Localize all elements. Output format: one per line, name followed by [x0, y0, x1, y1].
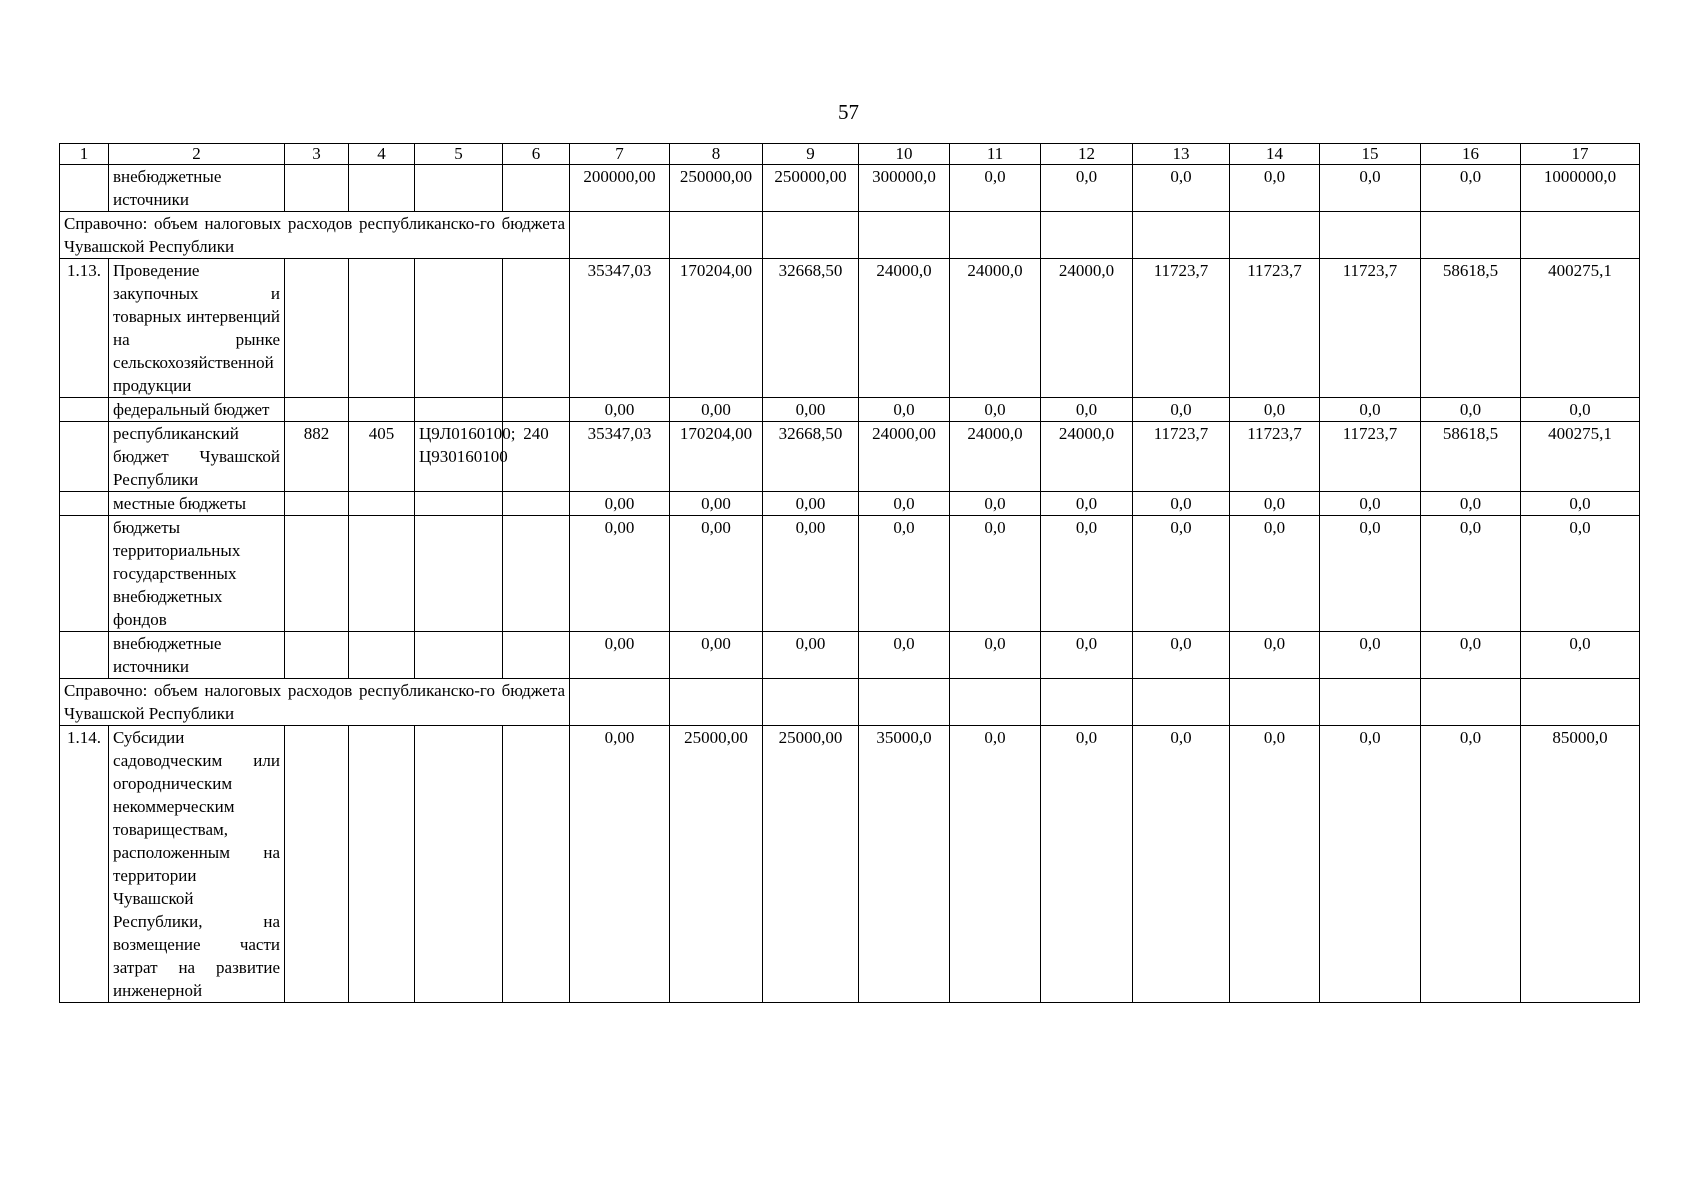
value-cell: 0,0	[859, 632, 950, 679]
value-cell: 11723,7	[1133, 422, 1230, 492]
column-header: 14	[1230, 144, 1320, 165]
value-cell: 24000,0	[1041, 422, 1133, 492]
item-name-cell: местные бюджеты	[109, 492, 285, 516]
value-cell: 24000,0	[1041, 259, 1133, 398]
value-cell: 24000,0	[859, 259, 950, 398]
code-cell	[349, 492, 415, 516]
value-cell: 35000,0	[859, 726, 950, 1003]
column-header: 13	[1133, 144, 1230, 165]
value-cell: 25000,00	[763, 726, 859, 1003]
value-cell: 1000000,0	[1521, 165, 1640, 212]
value-cell: 58618,5	[1421, 259, 1521, 398]
empty-cell	[1133, 212, 1230, 259]
value-cell: 0,0	[1320, 492, 1421, 516]
reference-note: Справочно: объем налоговых расходов республиканско-го бюджета Чувашской Республики	[60, 212, 570, 259]
value-cell: 0,00	[670, 516, 763, 632]
code-cell	[503, 492, 570, 516]
value-cell: 0,0	[1320, 398, 1421, 422]
budget-table	[59, 143, 1640, 1003]
code-cell	[285, 259, 349, 398]
code-cell	[503, 726, 570, 1003]
item-name-cell: Субсидии садоводческим или огородническим некоммерческим товариществам, расположенным на территории Чувашской Республики, на возмещение части затрат на развитие инженерной	[109, 726, 285, 1003]
item-number-cell	[60, 632, 109, 679]
column-header: 16	[1421, 144, 1521, 165]
value-cell: 400275,1	[1521, 259, 1640, 398]
empty-cell	[570, 679, 670, 726]
value-cell: 0,0	[1421, 165, 1521, 212]
value-cell: 0,0	[1133, 726, 1230, 1003]
value-cell: 0,0	[950, 165, 1041, 212]
value-cell: 0,0	[1133, 516, 1230, 632]
column-header: 15	[1320, 144, 1421, 165]
value-cell: 0,0	[1521, 516, 1640, 632]
column-header: 4	[349, 144, 415, 165]
value-cell: 32668,50	[763, 422, 859, 492]
empty-cell	[859, 679, 950, 726]
value-cell: 0,00	[570, 492, 670, 516]
code-cell: 405	[349, 422, 415, 492]
value-cell: 200000,00	[570, 165, 670, 212]
table-row	[60, 165, 1640, 212]
code-cell	[285, 632, 349, 679]
value-cell: 11723,7	[1230, 259, 1320, 398]
code-cell	[349, 726, 415, 1003]
code-cell	[415, 516, 503, 632]
empty-cell	[763, 679, 859, 726]
value-cell: 0,00	[570, 398, 670, 422]
value-cell: 0,00	[570, 726, 670, 1003]
empty-cell	[950, 679, 1041, 726]
code-cell	[415, 632, 503, 679]
value-cell: 0,0	[950, 516, 1041, 632]
code-cell	[349, 398, 415, 422]
code-cell	[285, 398, 349, 422]
value-cell: 0,0	[1230, 632, 1320, 679]
empty-cell	[1421, 679, 1521, 726]
value-cell: 0,0	[1521, 398, 1640, 422]
reference-note-row	[60, 212, 1640, 259]
value-cell: 35347,03	[570, 422, 670, 492]
table-row	[60, 492, 1640, 516]
value-cell: 0,0	[950, 398, 1041, 422]
value-cell: 0,0	[859, 516, 950, 632]
empty-cell	[1320, 212, 1421, 259]
item-name-cell: внебюджетные источники	[109, 632, 285, 679]
empty-cell	[1230, 212, 1320, 259]
value-cell: 0,0	[859, 492, 950, 516]
value-cell: 0,0	[1421, 492, 1521, 516]
item-number-cell: 1.13.	[60, 259, 109, 398]
value-cell: 0,0	[1041, 398, 1133, 422]
item-number-cell	[60, 165, 109, 212]
empty-cell	[1133, 679, 1230, 726]
value-cell: 0,0	[1421, 398, 1521, 422]
empty-cell	[1521, 679, 1640, 726]
value-cell: 0,0	[1230, 165, 1320, 212]
empty-cell	[1230, 679, 1320, 726]
empty-cell	[570, 212, 670, 259]
code-cell	[415, 726, 503, 1003]
empty-cell	[950, 212, 1041, 259]
value-cell: 0,0	[1421, 726, 1521, 1003]
value-cell: 0,00	[763, 516, 859, 632]
value-cell: 0,0	[950, 492, 1041, 516]
value-cell: 0,0	[1133, 165, 1230, 212]
table-row	[60, 422, 1640, 492]
code-cell: 240	[503, 422, 570, 492]
value-cell: 0,0	[1421, 516, 1521, 632]
column-header: 3	[285, 144, 349, 165]
value-cell: 0,0	[1041, 516, 1133, 632]
item-number-cell	[60, 422, 109, 492]
column-header: 8	[670, 144, 763, 165]
empty-cell	[1041, 212, 1133, 259]
value-cell: 32668,50	[763, 259, 859, 398]
item-name-cell: республиканский бюджет Чувашской Республики	[109, 422, 285, 492]
value-cell: 0,0	[1041, 632, 1133, 679]
column-header: 6	[503, 144, 570, 165]
value-cell: 0,00	[670, 398, 763, 422]
reference-note-row	[60, 679, 1640, 726]
reference-note: Справочно: объем налоговых расходов республиканско-го бюджета Чувашской Республики	[60, 679, 570, 726]
code-cell	[503, 516, 570, 632]
code-cell	[349, 165, 415, 212]
value-cell: 0,0	[1133, 492, 1230, 516]
column-header: 2	[109, 144, 285, 165]
value-cell: 0,00	[763, 632, 859, 679]
value-cell: 35347,03	[570, 259, 670, 398]
value-cell: 0,0	[1041, 165, 1133, 212]
empty-cell	[1320, 679, 1421, 726]
code-cell	[503, 398, 570, 422]
value-cell: 0,0	[950, 726, 1041, 1003]
item-number-cell	[60, 492, 109, 516]
code-cell	[503, 165, 570, 212]
value-cell: 0,0	[1320, 516, 1421, 632]
code-cell	[349, 632, 415, 679]
value-cell: 0,00	[670, 632, 763, 679]
column-header-row	[60, 144, 1640, 165]
value-cell: 0,0	[1320, 632, 1421, 679]
code-cell	[285, 726, 349, 1003]
column-header: 11	[950, 144, 1041, 165]
code-cell	[415, 259, 503, 398]
value-cell: 25000,00	[670, 726, 763, 1003]
value-cell: 0,00	[763, 398, 859, 422]
value-cell: 0,0	[950, 632, 1041, 679]
item-name-cell: федеральный бюджет	[109, 398, 285, 422]
code-cell	[415, 492, 503, 516]
value-cell: 0,0	[1230, 726, 1320, 1003]
value-cell: 0,00	[570, 516, 670, 632]
value-cell: 0,0	[859, 398, 950, 422]
code-cell	[349, 516, 415, 632]
column-header: 17	[1521, 144, 1640, 165]
value-cell: 170204,00	[670, 422, 763, 492]
code-cell	[415, 398, 503, 422]
value-cell: 300000,0	[859, 165, 950, 212]
item-name-cell: бюджеты территориальных государственных внебюджетных фондов	[109, 516, 285, 632]
table-row	[60, 516, 1640, 632]
value-cell: 0,0	[1230, 516, 1320, 632]
empty-cell	[1041, 679, 1133, 726]
value-cell: 0,0	[1320, 165, 1421, 212]
value-cell: 0,0	[1521, 632, 1640, 679]
value-cell: 0,0	[1421, 632, 1521, 679]
value-cell: 0,0	[1230, 398, 1320, 422]
value-cell: 0,0	[1041, 726, 1133, 1003]
code-cell	[349, 259, 415, 398]
code-cell	[503, 259, 570, 398]
value-cell: 0,00	[763, 492, 859, 516]
column-header: 12	[1041, 144, 1133, 165]
value-cell: 400275,1	[1521, 422, 1640, 492]
column-header: 1	[60, 144, 109, 165]
value-cell: 0,0	[1133, 398, 1230, 422]
empty-cell	[1421, 212, 1521, 259]
value-cell: 24000,0	[950, 422, 1041, 492]
table-row	[60, 398, 1640, 422]
empty-cell	[670, 212, 763, 259]
table-row	[60, 632, 1640, 679]
value-cell: 0,00	[570, 632, 670, 679]
code-cell	[503, 632, 570, 679]
empty-cell	[763, 212, 859, 259]
value-cell: 170204,00	[670, 259, 763, 398]
code-cell	[285, 516, 349, 632]
value-cell: 24000,00	[859, 422, 950, 492]
code-cell: 882	[285, 422, 349, 492]
code-cell: Ц9Л0160100; Ц930160100	[415, 422, 503, 492]
item-number-cell	[60, 516, 109, 632]
value-cell: 11723,7	[1230, 422, 1320, 492]
value-cell: 0,0	[1230, 492, 1320, 516]
item-number-cell	[60, 398, 109, 422]
value-cell: 250000,00	[763, 165, 859, 212]
empty-cell	[859, 212, 950, 259]
code-cell	[415, 165, 503, 212]
code-cell	[285, 492, 349, 516]
value-cell: 250000,00	[670, 165, 763, 212]
column-header: 7	[570, 144, 670, 165]
value-cell: 0,0	[1041, 492, 1133, 516]
value-cell: 11723,7	[1320, 259, 1421, 398]
column-header: 5	[415, 144, 503, 165]
column-header: 10	[859, 144, 950, 165]
page-number: 57	[838, 100, 859, 124]
value-cell: 58618,5	[1421, 422, 1521, 492]
value-cell: 0,0	[1133, 632, 1230, 679]
table-row	[60, 259, 1640, 398]
column-header: 9	[763, 144, 859, 165]
item-name-cell: внебюджетные источники	[109, 165, 285, 212]
value-cell: 11723,7	[1320, 422, 1421, 492]
value-cell: 0,0	[1320, 726, 1421, 1003]
table-row	[60, 726, 1640, 1003]
value-cell: 0,00	[670, 492, 763, 516]
value-cell: 24000,0	[950, 259, 1041, 398]
code-cell	[285, 165, 349, 212]
item-number-cell: 1.14.	[60, 726, 109, 1003]
value-cell: 11723,7	[1133, 259, 1230, 398]
empty-cell	[670, 679, 763, 726]
value-cell: 0,0	[1521, 492, 1640, 516]
empty-cell	[1521, 212, 1640, 259]
item-name-cell: Проведение закупочных и товарных интервенций на рынке сельскохозяйственной продукции	[109, 259, 285, 398]
value-cell: 85000,0	[1521, 726, 1640, 1003]
